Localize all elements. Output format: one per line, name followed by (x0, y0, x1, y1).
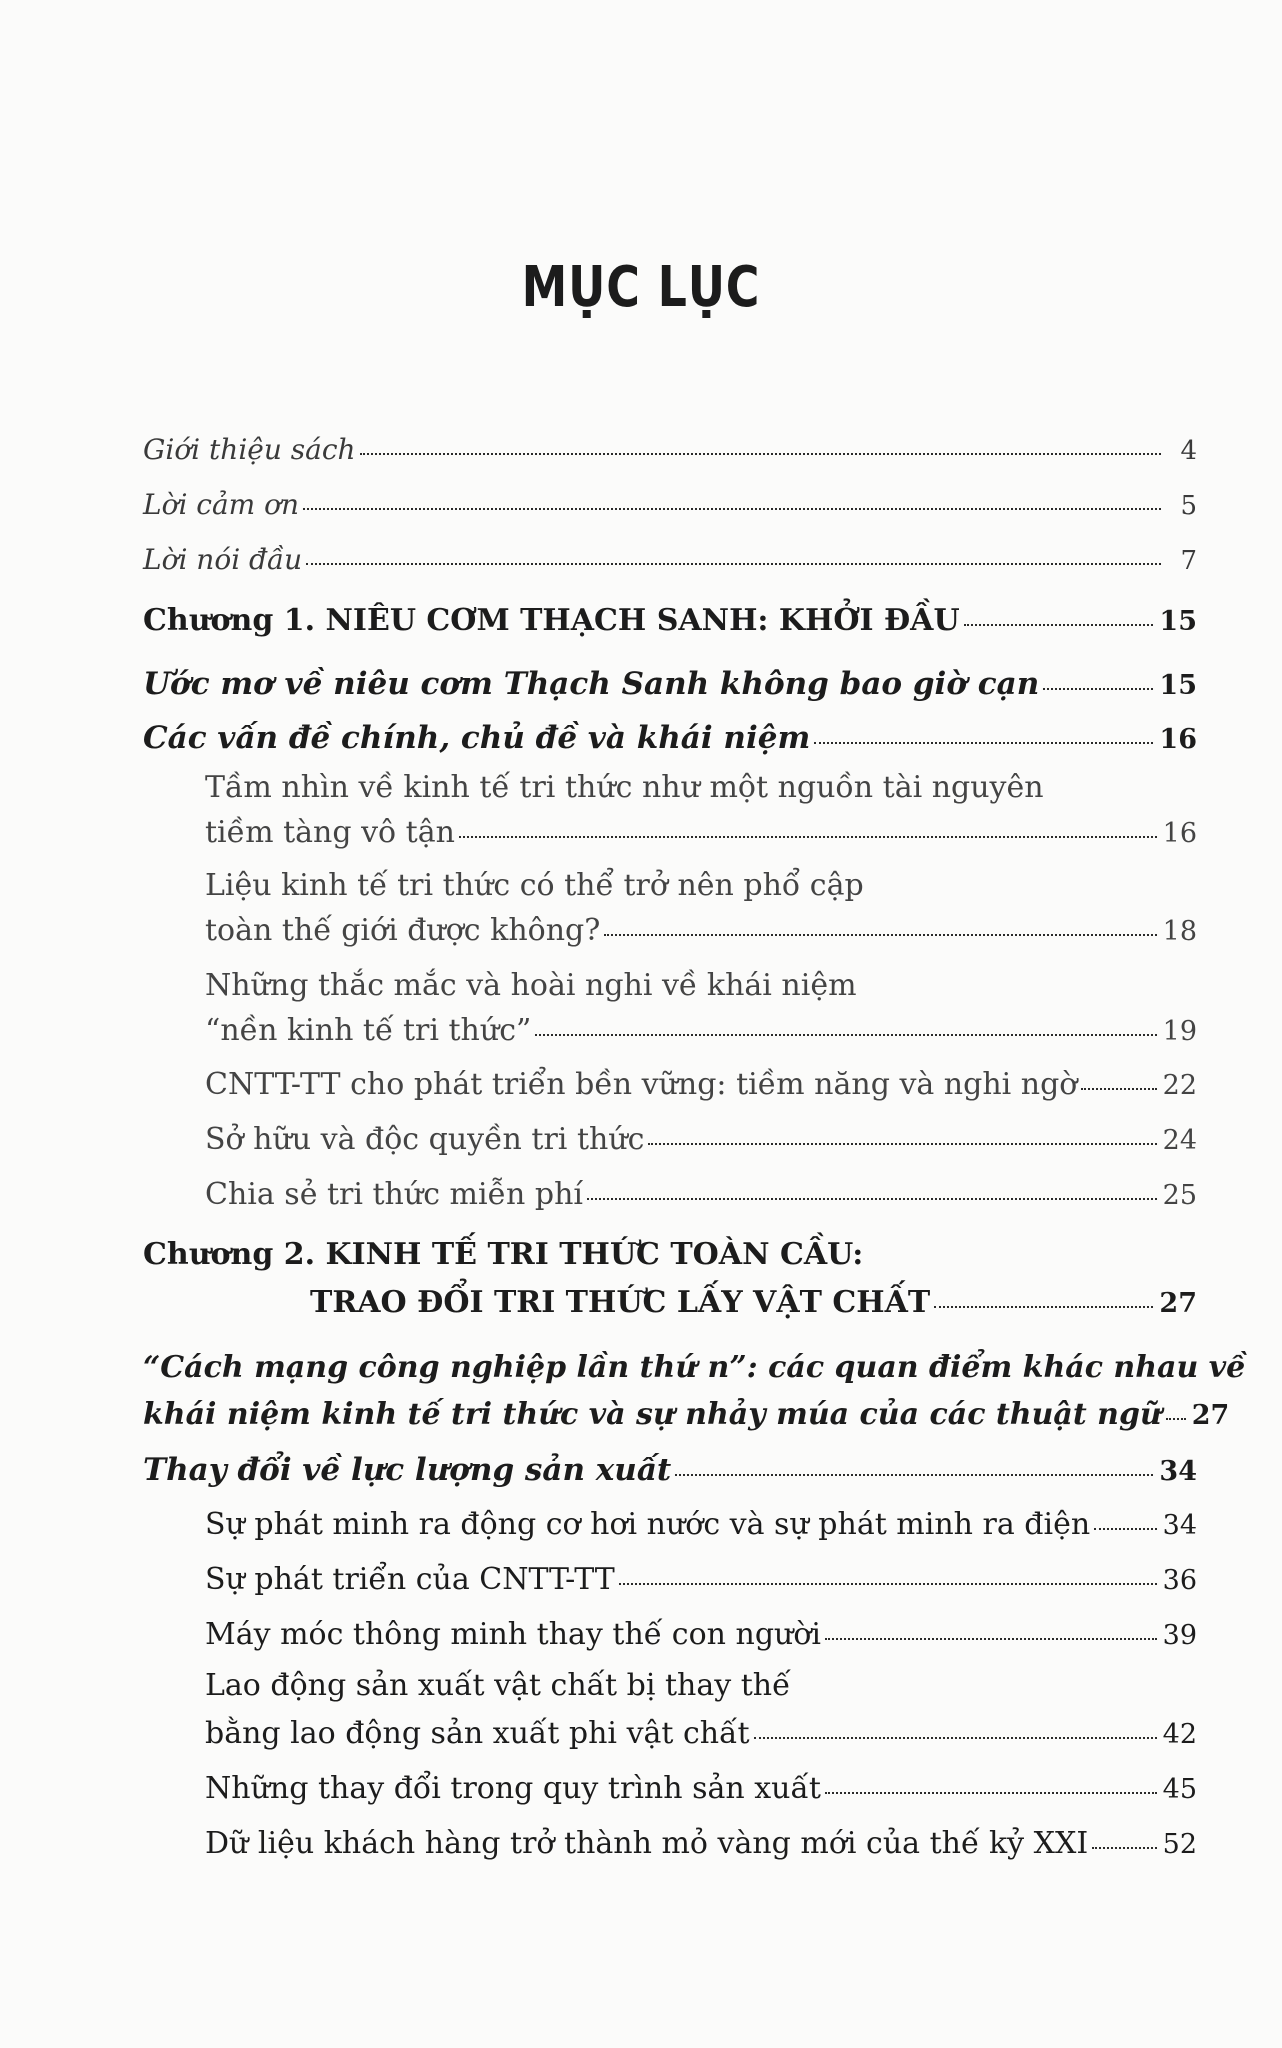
toc-page-number: 22 (1162, 1070, 1197, 1101)
toc-entry-text: CNTT-TT cho phát triển bền vững: tiềm năng và nghi ngờ (205, 1067, 1078, 1102)
toc-entry-subsection (205, 1617, 1197, 1652)
toc-entry-text: bằng lao động sản xuất phi vật chất (205, 1716, 750, 1751)
dot-leader (604, 934, 1156, 936)
dot-leader (459, 836, 1157, 838)
dot-leader (306, 563, 1161, 565)
toc-entry-subsection (205, 1122, 1197, 1157)
toc-entry-text-line1: “Cách mạng công nghiệp lần thứ n”: các quan điểm khác nhau về (143, 1350, 1246, 1385)
toc-page-number: 42 (1162, 1719, 1197, 1750)
toc-entry-text: toàn thế giới được không? (205, 913, 601, 948)
dot-leader (619, 1583, 1157, 1585)
toc-entry-text-line1: Những thắc mắc và hoài nghi về khái niệm (205, 968, 857, 1003)
toc-entry-text: TRAO ĐỔI TRI THỨC LẤY VẬT CHẤT (310, 1285, 931, 1320)
toc-page-number: 27 (1191, 1400, 1230, 1431)
toc-entry-subsection (205, 1716, 1197, 1751)
dot-leader (675, 1474, 1153, 1476)
toc-page-number: 25 (1162, 1180, 1197, 1211)
toc-entry-section (143, 666, 1197, 702)
toc-entry-text: tiềm tàng vô tận (205, 815, 455, 850)
toc-page-number: 24 (1162, 1125, 1197, 1156)
toc-entry-subsection (205, 1067, 1197, 1102)
toc-entry-loi-noi-dau (143, 543, 1197, 576)
dot-leader (1092, 1847, 1156, 1849)
toc-page-number: 34 (1159, 1456, 1197, 1487)
dot-leader (587, 1198, 1157, 1200)
toc-entry-text-line1: Tầm nhìn về kinh tế tri thức như một nguồn tài nguyên (205, 770, 1044, 805)
toc-entry-section (143, 1397, 1230, 1432)
dot-leader (1043, 688, 1153, 690)
toc-page-number: 4 (1180, 436, 1197, 466)
toc-entry-chapter-1 (143, 603, 1197, 638)
toc-entry-subsection (205, 913, 1197, 948)
toc-entry-gioi-thieu (143, 433, 1197, 466)
toc-page-number: 19 (1162, 1016, 1197, 1047)
toc-entry-text: Sự phát minh ra động cơ hơi nước và sự phát minh ra điện (205, 1507, 1091, 1542)
toc-entry-section (143, 1452, 1197, 1488)
toc-entry-text: Máy móc thông minh thay thế con người (205, 1617, 821, 1652)
toc-entry-text: Dữ liệu khách hàng trở thành mỏ vàng mới của thế kỷ XXI (205, 1826, 1089, 1861)
toc-entry-text-line1: Lao động sản xuất vật chất bị thay thế (205, 1668, 791, 1703)
toc-entry-text-line1: Liệu kinh tế tri thức có thể trở nên phổ cập (205, 868, 864, 903)
toc-entry-text: Lời nói đầu (143, 543, 303, 576)
toc-entry-subsection (205, 1507, 1197, 1542)
toc-entry-text: Chương 1. NIÊU CƠM THẠCH SANH: KHỞI ĐẦU (143, 603, 960, 638)
toc-entry-subsection (205, 1826, 1197, 1861)
page-title: MỤC LỤC (521, 255, 761, 320)
dot-leader (754, 1737, 1157, 1739)
dot-leader (1094, 1528, 1156, 1530)
toc-entry-chapter-2 (310, 1285, 1197, 1320)
toc-entry-text: Chia sẻ tri thức miễn phí (205, 1177, 584, 1212)
toc-page-number: 16 (1162, 818, 1197, 849)
toc-page-number: 39 (1162, 1620, 1197, 1651)
dot-leader (1166, 1418, 1186, 1420)
toc-page-number: 7 (1180, 546, 1197, 576)
toc-entry-text: Những thay đổi trong quy trình sản xuất (205, 1771, 821, 1806)
dot-leader (825, 1638, 1157, 1640)
toc-entry-section (143, 720, 1197, 756)
dot-leader (535, 1034, 1156, 1036)
toc-entry-text: Lời cảm ơn (143, 488, 300, 521)
toc-page-number: 15 (1159, 670, 1197, 701)
toc-page-number: 16 (1159, 724, 1197, 755)
toc-entry-text: Giới thiệu sách (143, 433, 356, 466)
toc-page-number: 15 (1159, 606, 1197, 637)
dot-leader (360, 453, 1161, 455)
toc-page-number: 27 (1159, 1288, 1197, 1319)
toc-entry-text: Thay đổi về lực lượng sản xuất (143, 1452, 672, 1488)
dot-leader (934, 1306, 1153, 1308)
toc-entry-text: Sở hữu và độc quyền tri thức (205, 1122, 645, 1157)
toc-entry-text: Sự phát triển của CNTT-TT (205, 1562, 615, 1597)
toc-entry-subsection (205, 1771, 1197, 1806)
toc-page-number: 45 (1162, 1774, 1197, 1805)
toc-entry-subsection (205, 1177, 1197, 1212)
dot-leader (303, 508, 1161, 510)
toc-page-number: 18 (1162, 916, 1197, 947)
toc-entry-subsection (205, 815, 1197, 850)
toc-entry-subsection (205, 1013, 1197, 1048)
dot-leader (648, 1143, 1156, 1145)
toc-entry-text: Ước mơ về niêu cơm Thạch Sanh không bao giờ cạn (143, 666, 1040, 702)
toc-entry-text: khái niệm kinh tế tri thức và sự nhảy múa của các thuật ngữ (143, 1397, 1162, 1432)
dot-leader (825, 1792, 1157, 1794)
toc-page-number: 5 (1180, 491, 1197, 521)
toc-page-number: 34 (1162, 1510, 1197, 1541)
toc-entry-subsection (205, 1562, 1197, 1597)
toc-page-number: 36 (1162, 1565, 1197, 1596)
toc-page-number: 52 (1162, 1829, 1197, 1860)
dot-leader (964, 624, 1154, 626)
toc-entry-loi-cam-on (143, 488, 1197, 521)
toc-entry-text-line1: Chương 2. KINH TẾ TRI THỨC TOÀN CẦU: (143, 1237, 864, 1272)
toc-entry-text: Các vấn đề chính, chủ đề và khái niệm (143, 720, 811, 756)
dot-leader (1081, 1088, 1156, 1090)
dot-leader (814, 742, 1153, 744)
toc-entry-text: “nền kinh tế tri thức” (205, 1013, 532, 1048)
